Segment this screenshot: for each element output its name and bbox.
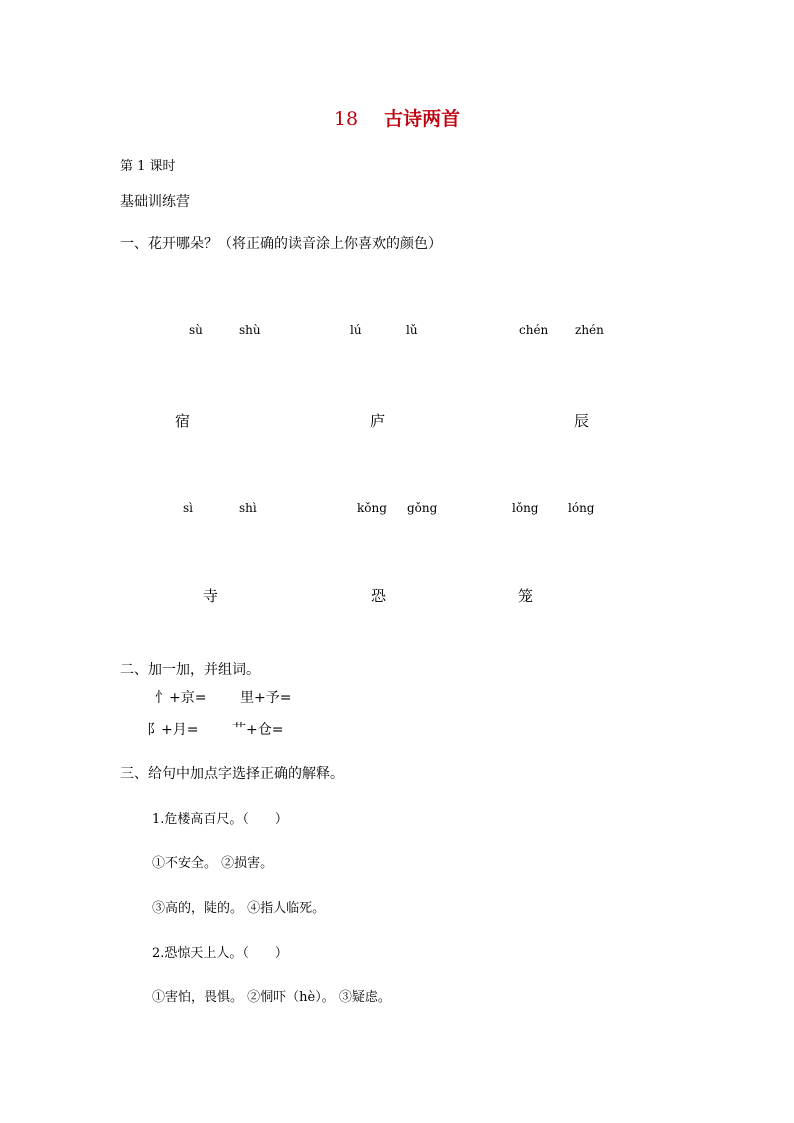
- pinyin-option[interactable]: lǒng: [512, 501, 539, 515]
- combine-item[interactable]: 阝+月=: [147, 722, 199, 738]
- section-name: 基础训练营: [120, 194, 190, 210]
- lesson-title: 古诗两首: [384, 108, 461, 130]
- pinyin-option[interactable]: sù: [189, 323, 203, 337]
- pinyin-option[interactable]: gǒng: [407, 501, 438, 515]
- flower-character: 恐: [371, 587, 387, 605]
- pinyin-option[interactable]: shù: [239, 323, 261, 337]
- pinyin-option[interactable]: lóng: [568, 501, 595, 515]
- q3-item2-question[interactable]: 2.恐惊天上人。（ ）: [152, 946, 288, 961]
- flower-character: 笼: [518, 587, 534, 605]
- pinyin-option[interactable]: shì: [239, 501, 257, 515]
- q3-item1-question[interactable]: 1.危楼高百尺。（ ）: [152, 812, 288, 827]
- pinyin-option[interactable]: kǒng: [357, 501, 387, 515]
- pinyin-option[interactable]: sì: [183, 501, 193, 515]
- combine-item[interactable]: 艹+仓=: [232, 722, 284, 738]
- lesson-period: 第 1 课时: [120, 159, 176, 174]
- flower-character: 宿: [175, 412, 191, 430]
- q3-item2-options: ①害怕，畏惧。 ②恫吓（hè）。 ③疑虑。: [152, 990, 391, 1005]
- q2-heading: 二、加一加，并组词。: [120, 662, 260, 678]
- q3-item1-options: ③高的，陡的。 ④指人临死。: [152, 901, 326, 916]
- flower-character: 辰: [574, 412, 590, 430]
- combine-item[interactable]: 忄+京=: [155, 690, 207, 706]
- q3-item1-options: ①不安全。 ②损害。: [152, 856, 274, 871]
- worksheet-title: [0, 104, 794, 131]
- q1-heading: 一、花开哪朵？（将正确的读音涂上你喜欢的颜色）: [120, 236, 442, 252]
- q3-heading: 三、给句中加点字选择正确的解释。: [120, 766, 344, 782]
- pinyin-option[interactable]: lǔ: [406, 323, 418, 337]
- flower-character: 庐: [370, 412, 386, 430]
- pinyin-option[interactable]: lú: [350, 323, 362, 337]
- combine-item[interactable]: 里+予=: [240, 690, 292, 706]
- flower-character: 寺: [203, 587, 219, 605]
- pinyin-option[interactable]: chén: [519, 323, 549, 337]
- pinyin-option[interactable]: zhén: [575, 323, 604, 337]
- lesson-number: 18: [333, 108, 359, 130]
